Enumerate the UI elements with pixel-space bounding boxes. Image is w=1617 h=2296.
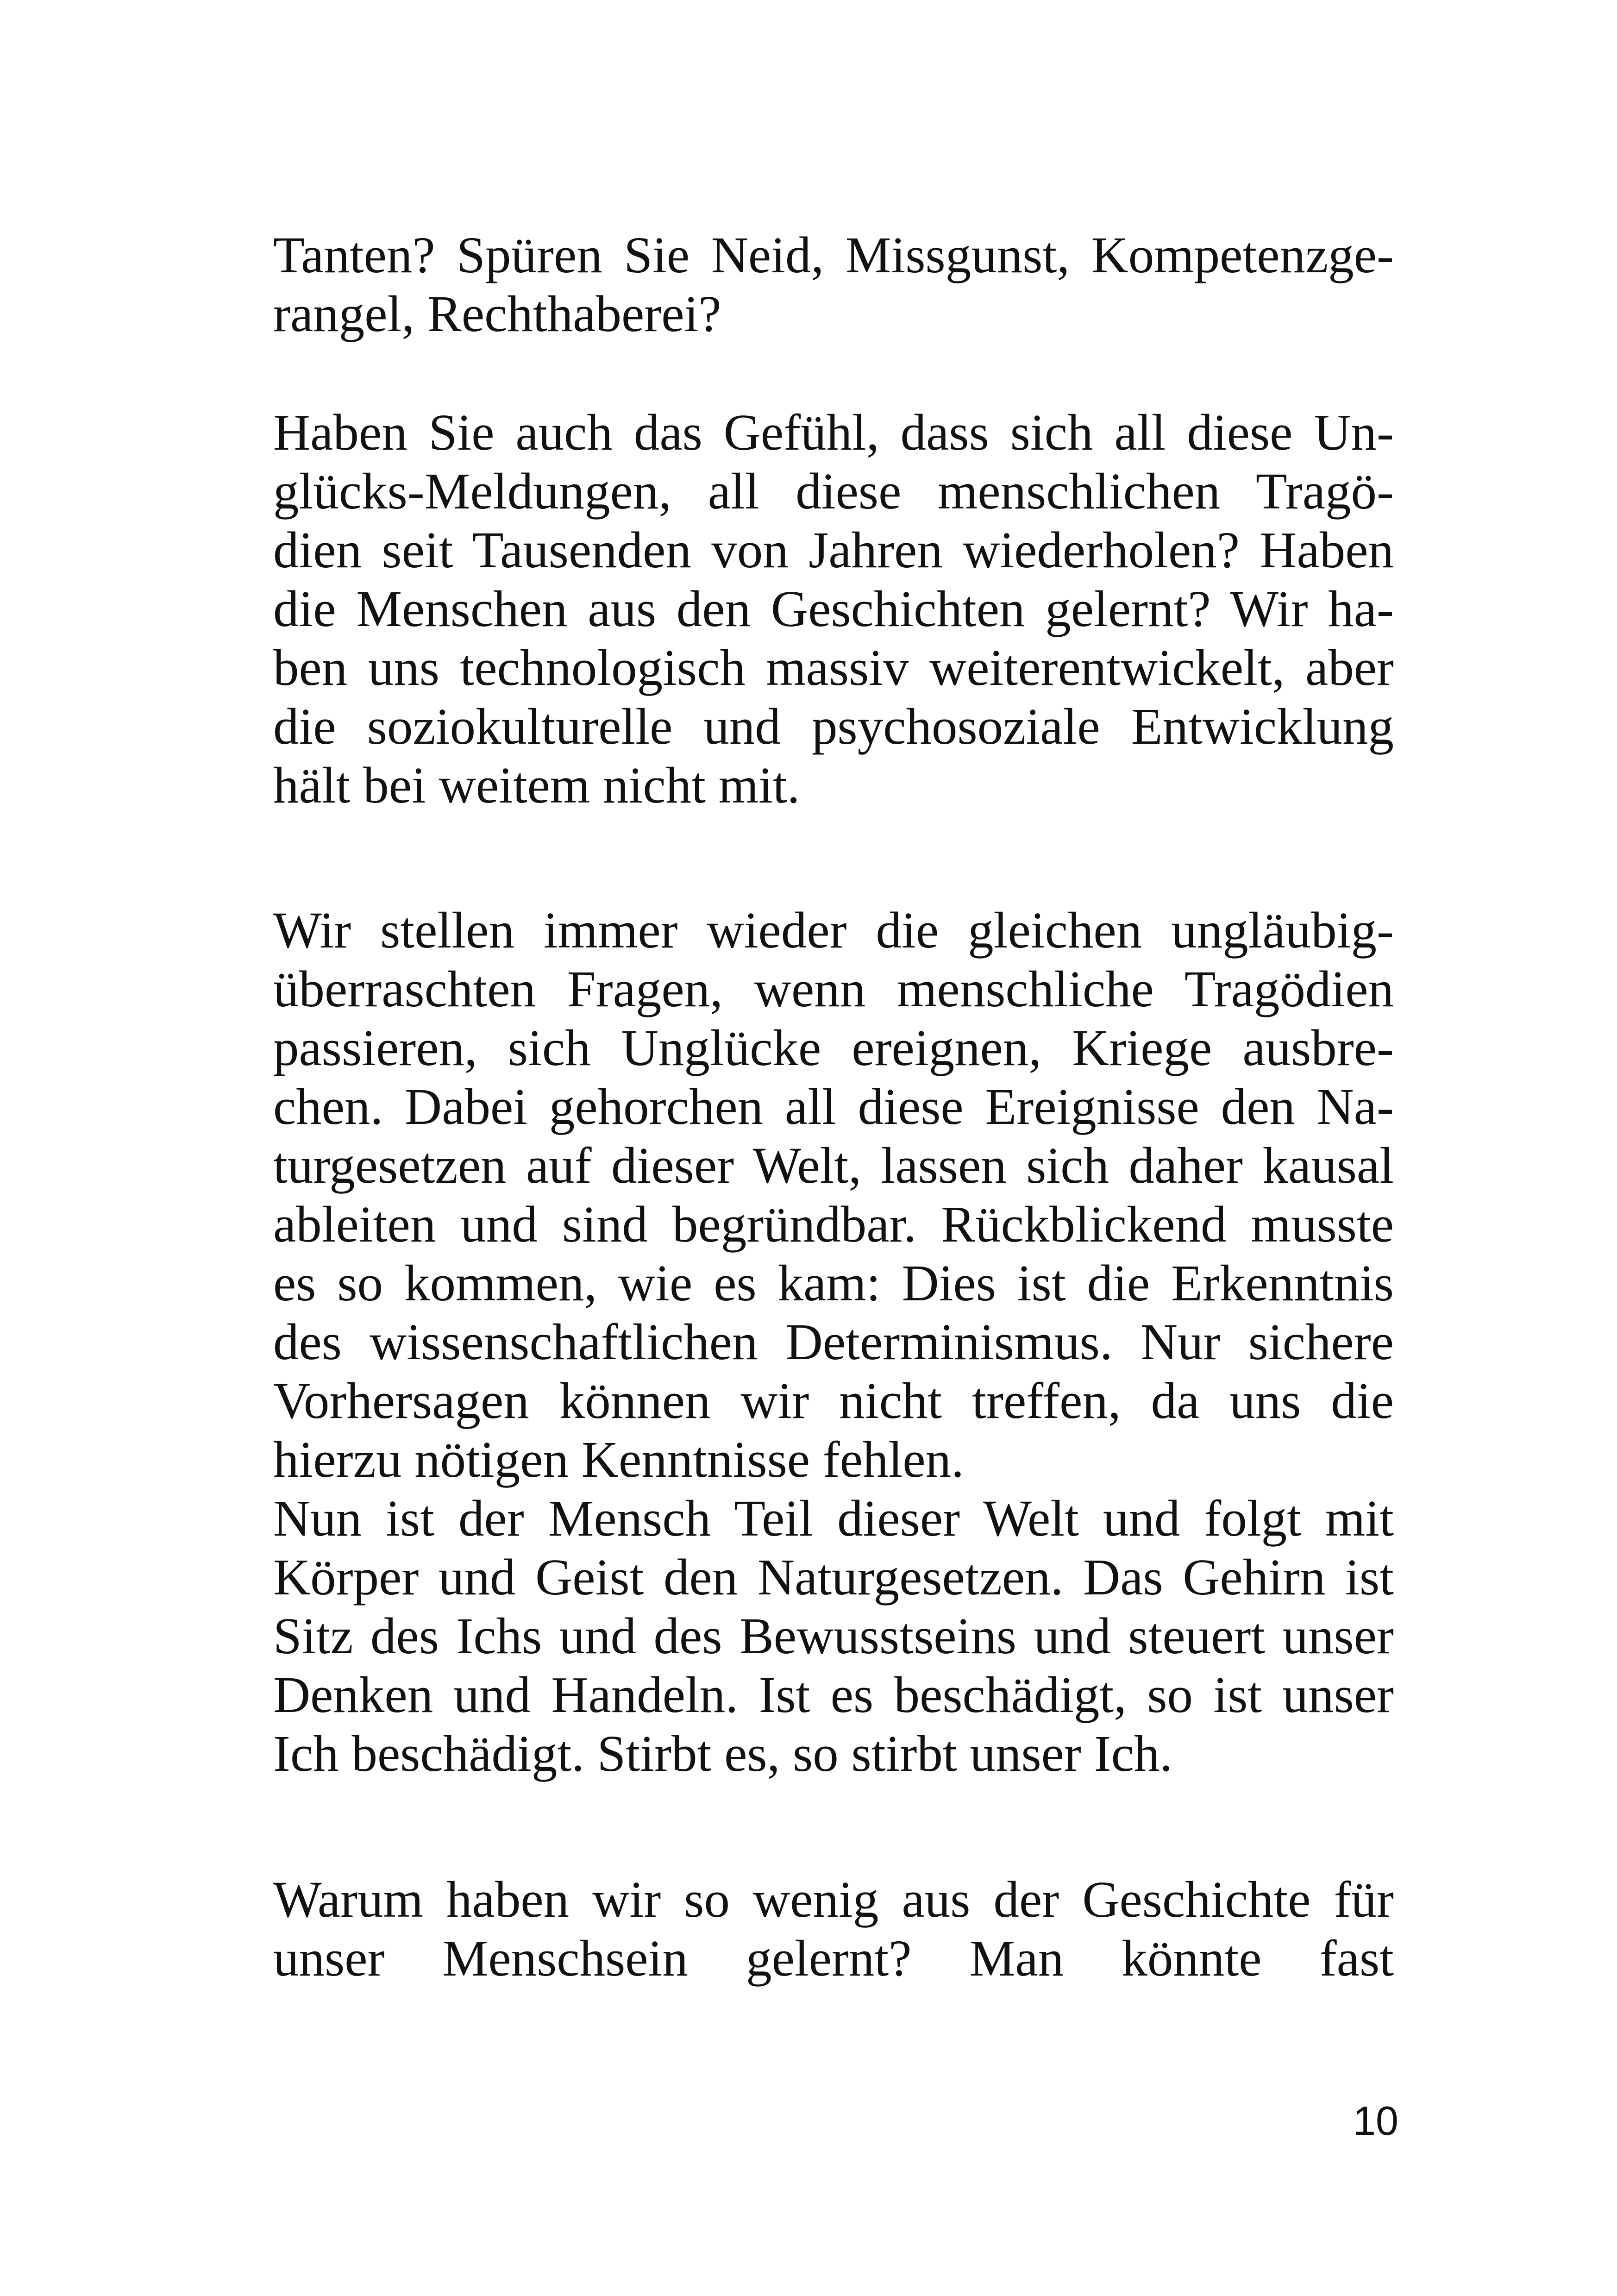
- text-line: Vorhersagen können wir nicht treffen, da uns die: [273, 1373, 1394, 1430]
- text-line: chen. Dabei gehorchen all diese Ereignisse den Na-: [273, 1079, 1394, 1135]
- text-line: überraschten Fragen, wenn menschliche Tragödien: [273, 961, 1394, 1018]
- text-line: des wissenschaftlichen Determinismus. Nur sichere: [273, 1314, 1394, 1371]
- text-line: Denken und Handeln. Ist es beschädigt, so ist unser: [273, 1667, 1394, 1724]
- text-line: Haben Sie auch das Gefühl, dass sich all diese Un-: [273, 404, 1394, 461]
- paragraph-4: [273, 1489, 1394, 1783]
- text-line: es so kommen, wie es kam: Dies ist die Erkenntnis: [273, 1255, 1394, 1312]
- text-line: unser Menschsein gelernt? Man könnte fast: [273, 1930, 1394, 1987]
- text-line: Tanten? Spüren Sie Neid, Missgunst, Kompetenzge-: [273, 227, 1394, 284]
- text-line: passieren, sich Unglücke ereignen, Kriege ausbre-: [273, 1020, 1394, 1077]
- text-line: Wir stellen immer wieder die gleichen ungläubig-: [273, 902, 1394, 959]
- text-line: hierzu nötigen Kenntnisse fehlen.: [273, 1431, 964, 1488]
- text-line: Sitz des Ichs und des Bewusstseins und steuert unser: [273, 1608, 1394, 1665]
- paragraph-1: [273, 226, 1394, 344]
- text-line: dien seit Tausenden von Jahren wiederholen? Haben: [273, 522, 1394, 579]
- page-number: 10: [1353, 2098, 1398, 2144]
- text-line: Warum haben wir so wenig aus der Geschichte für: [273, 1871, 1394, 1928]
- text-line: ableiten und sind begründbar. Rückblickend musste: [273, 1196, 1394, 1253]
- paragraph-5: [273, 1870, 1394, 1988]
- text-line: ben uns technologisch massiv weiterentwickelt, aber: [273, 640, 1394, 696]
- text-line: Ich beschädigt. Stirbt es, so stirbt unser Ich.: [273, 1725, 1173, 1782]
- text-line: glücks-Meldungen, all diese menschlichen Tragö-: [273, 463, 1394, 520]
- paragraph-3: [273, 901, 1394, 1489]
- text-line: Nun ist der Mensch Teil dieser Welt und folgt mit: [273, 1490, 1394, 1547]
- text-line: die soziokulturelle und psychosoziale Entwicklung: [273, 698, 1394, 755]
- paragraph-2: [273, 403, 1394, 815]
- text-line: die Menschen aus den Geschichten gelernt? Wir ha-: [273, 581, 1394, 638]
- text-line: turgesetzen auf dieser Welt, lassen sich daher kausal: [273, 1137, 1394, 1194]
- text-line: Körper und Geist den Naturgesetzen. Das Gehirn ist: [273, 1549, 1394, 1606]
- text-line: hält bei weitem nicht mit.: [273, 757, 800, 814]
- text-line: rangel, Rechthaberei?: [273, 286, 721, 343]
